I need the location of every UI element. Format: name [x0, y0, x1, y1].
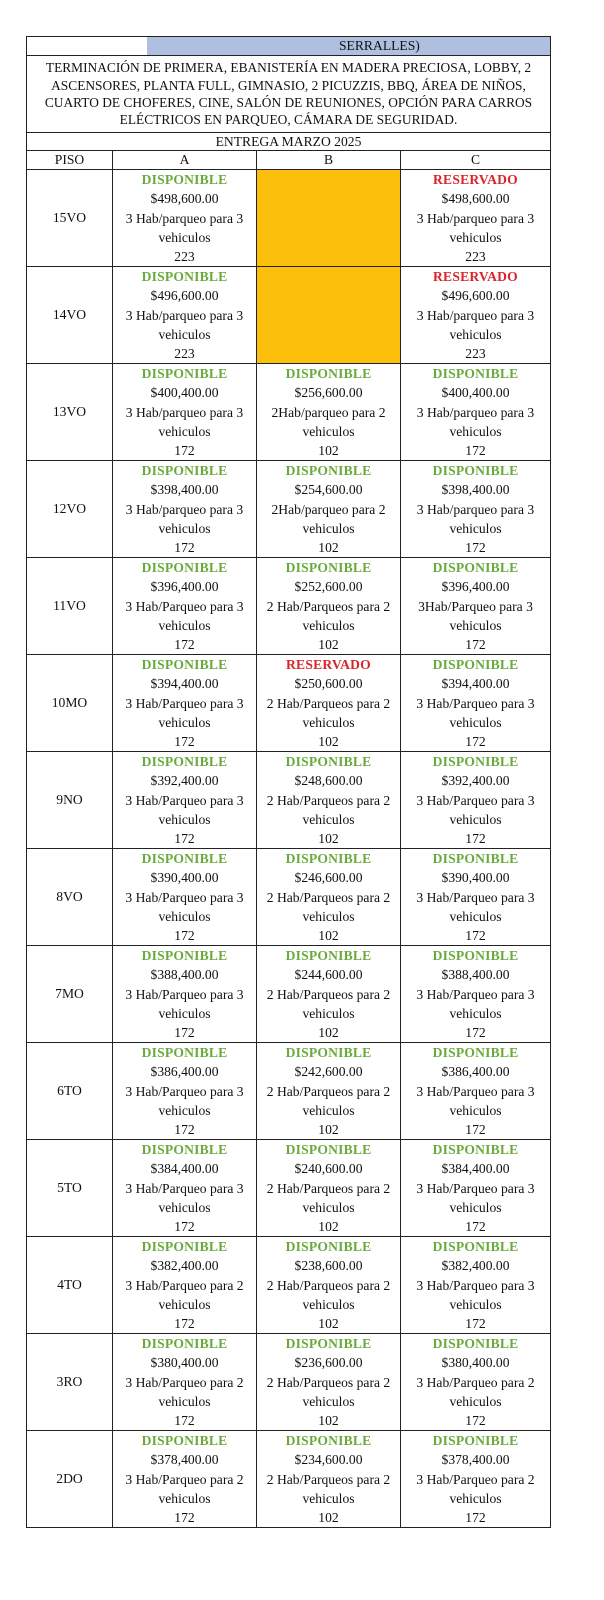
unit-price: $400,400.00 [150, 385, 219, 401]
unit-area: 172 [174, 1509, 195, 1525]
unit-status: DISPONIBLE [141, 1045, 228, 1061]
unit-features: 3 Hab/Parqueo para 3 vehiculos [125, 695, 244, 730]
unit-cell [401, 1334, 551, 1431]
unit-area: 102 [318, 1024, 339, 1040]
unit-status: DISPONIBLE [432, 754, 519, 770]
unit-area: 172 [465, 1121, 486, 1137]
unit-status: DISPONIBLE [285, 851, 372, 867]
unit-area: 172 [174, 1315, 195, 1331]
unit-price: $236,600.00 [294, 1355, 363, 1371]
unit-cell [257, 1043, 401, 1140]
unit-area: 172 [174, 830, 195, 846]
unit-features: 3 Hab/parqueo para 3 vehiculos [125, 210, 244, 245]
floor-label: 7MO [27, 946, 113, 1043]
unit-area: 172 [465, 1315, 486, 1331]
unit-price: $256,600.00 [294, 385, 363, 401]
unit-price: $250,600.00 [294, 676, 363, 692]
floor-label: 11VO [27, 558, 113, 655]
floor-label: 15VO [27, 170, 113, 267]
unit-cell [257, 558, 401, 655]
unit-cell [113, 1431, 257, 1528]
column-header-row [27, 151, 551, 170]
unit-status: DISPONIBLE [141, 657, 228, 673]
unit-price: $246,600.00 [294, 870, 363, 886]
unit-features: 3 Hab/parqueo para 3 vehiculos [416, 501, 535, 536]
unit-features: 3 Hab/parqueo para 3 vehiculos [416, 307, 535, 342]
description-row [27, 56, 551, 133]
unit-features: 2 Hab/Parqueos para 2 vehiculos [266, 1083, 391, 1118]
unit-status: DISPONIBLE [285, 948, 372, 964]
unit-features: 3 Hab/Parqueo para 3 vehiculos [416, 1277, 535, 1312]
floor-label: 6TO [27, 1043, 113, 1140]
unit-status: DISPONIBLE [285, 366, 372, 382]
unit-cell [401, 849, 551, 946]
unit-cell [113, 461, 257, 558]
floor-label: 12VO [27, 461, 113, 558]
unit-cell [257, 461, 401, 558]
unit-features: 3 Hab/Parqueo para 3 vehiculos [125, 986, 244, 1021]
floor-row [27, 1043, 551, 1140]
unit-area: 102 [318, 1315, 339, 1331]
unit-area: 102 [318, 636, 339, 652]
unit-status: DISPONIBLE [141, 463, 228, 479]
unit-cell [401, 1431, 551, 1528]
unit-status: DISPONIBLE [285, 560, 372, 576]
floor-row [27, 170, 551, 267]
unit-features: 3 Hab/Parqueo para 2 vehiculos [416, 1374, 535, 1409]
unit-features: 3 Hab/Parqueo para 3 vehiculos [416, 889, 535, 924]
unit-area: 102 [318, 1412, 339, 1428]
unit-area: 172 [174, 636, 195, 652]
unit-status: DISPONIBLE [285, 1142, 372, 1158]
unit-features: 3 Hab/Parqueo para 3 vehiculos [416, 986, 535, 1021]
unit-price: $498,600.00 [441, 191, 510, 207]
unit-cell-unavailable [257, 170, 401, 267]
unit-area: 102 [318, 1121, 339, 1137]
unit-area: 223 [174, 345, 195, 361]
unit-features: 3 Hab/Parqueo para 3 vehiculos [416, 1180, 535, 1215]
unit-price: $396,400.00 [441, 579, 510, 595]
unit-cell [113, 849, 257, 946]
floor-label: 10MO [27, 655, 113, 752]
unit-status: DISPONIBLE [285, 1045, 372, 1061]
floor-label: 2DO [27, 1431, 113, 1528]
unit-price: $388,400.00 [441, 967, 510, 983]
unit-cell [113, 1043, 257, 1140]
unit-status: DISPONIBLE [141, 1239, 228, 1255]
unit-features: 2 Hab/Parqueos para 2 vehiculos [266, 695, 391, 730]
unit-status: DISPONIBLE [432, 851, 519, 867]
unit-cell [257, 1140, 401, 1237]
unit-price: $380,400.00 [441, 1355, 510, 1371]
title-blank [27, 37, 147, 55]
unit-features: 3 Hab/parqueo para 3 vehiculos [416, 404, 535, 439]
unit-status: DISPONIBLE [285, 1336, 372, 1352]
unit-status: DISPONIBLE [432, 657, 519, 673]
floor-row [27, 1140, 551, 1237]
unit-features: 3 Hab/Parqueo para 2 vehiculos [416, 1471, 535, 1506]
unit-status: DISPONIBLE [141, 1336, 228, 1352]
unit-area: 172 [174, 927, 195, 943]
unit-area: 223 [465, 345, 486, 361]
unit-area: 172 [174, 733, 195, 749]
unit-status: DISPONIBLE [432, 1142, 519, 1158]
unit-features: 3 Hab/parqueo para 3 vehiculos [416, 210, 535, 245]
floor-row [27, 849, 551, 946]
floor-label: 4TO [27, 1237, 113, 1334]
unit-features: 2 Hab/Parqueos para 2 vehiculos [266, 889, 391, 924]
unit-price: $386,400.00 [150, 1064, 219, 1080]
availability-table [26, 36, 551, 1528]
unit-price: $378,400.00 [441, 1452, 510, 1468]
unit-price: $400,400.00 [441, 385, 510, 401]
unit-cell [257, 849, 401, 946]
unit-features: 3 Hab/Parqueo para 3 vehiculos [125, 889, 244, 924]
unit-area: 172 [174, 539, 195, 555]
unit-price: $390,400.00 [150, 870, 219, 886]
unit-price: $238,600.00 [294, 1258, 363, 1274]
unit-status: DISPONIBLE [285, 1239, 372, 1255]
unit-features: 2 Hab/Parqueos para 2 vehiculos [266, 1180, 391, 1215]
unit-status: DISPONIBLE [141, 754, 228, 770]
unit-area: 172 [465, 636, 486, 652]
unit-area: 172 [465, 1218, 486, 1234]
unit-cell-unavailable [257, 267, 401, 364]
unit-status: RESERVADO [286, 657, 371, 673]
floor-label: 9NO [27, 752, 113, 849]
unit-status: DISPONIBLE [141, 560, 228, 576]
unit-status: DISPONIBLE [432, 1336, 519, 1352]
unit-features: 2Hab/parqueo para 2 vehiculos [271, 404, 386, 439]
unit-cell [401, 655, 551, 752]
unit-price: $390,400.00 [441, 870, 510, 886]
unit-cell [257, 946, 401, 1043]
column-header-b: B [257, 151, 401, 170]
unit-features: 3 Hab/Parqueo para 3 vehiculos [125, 792, 244, 827]
unit-status: DISPONIBLE [141, 269, 228, 285]
unit-cell [257, 364, 401, 461]
unit-features: 3 Hab/parqueo para 3 vehiculos [125, 307, 244, 342]
floor-row [27, 752, 551, 849]
unit-area: 102 [318, 539, 339, 555]
title-row [27, 37, 551, 56]
floor-row [27, 1431, 551, 1528]
unit-area: 172 [465, 830, 486, 846]
unit-area: 102 [318, 927, 339, 943]
unit-price: $496,600.00 [441, 288, 510, 304]
unit-cell [401, 267, 551, 364]
column-header-c: C [401, 151, 551, 170]
unit-price: $394,400.00 [150, 676, 219, 692]
unit-cell [401, 364, 551, 461]
unit-status: DISPONIBLE [432, 366, 519, 382]
unit-price: $394,400.00 [441, 676, 510, 692]
unit-cell [401, 1237, 551, 1334]
unit-price: $384,400.00 [441, 1161, 510, 1177]
unit-features: 3 Hab/Parqueo para 3 vehiculos [416, 1083, 535, 1118]
unit-price: $392,400.00 [150, 773, 219, 789]
unit-price: $386,400.00 [441, 1064, 510, 1080]
unit-cell [113, 752, 257, 849]
unit-features: 3 Hab/Parqueo para 3 vehiculos [125, 598, 244, 633]
unit-price: $240,600.00 [294, 1161, 363, 1177]
unit-area: 172 [465, 1024, 486, 1040]
unit-features: 3 Hab/Parqueo para 3 vehiculos [416, 792, 535, 827]
unit-status: DISPONIBLE [141, 948, 228, 964]
unit-cell [113, 655, 257, 752]
project-title: SERRALLES) [147, 37, 550, 55]
delivery-row [27, 133, 551, 151]
unit-price: $242,600.00 [294, 1064, 363, 1080]
floor-row [27, 461, 551, 558]
unit-area: 172 [174, 1412, 195, 1428]
unit-status: DISPONIBLE [141, 1142, 228, 1158]
unit-cell [113, 946, 257, 1043]
unit-area: 172 [174, 1121, 195, 1137]
unit-area: 102 [318, 830, 339, 846]
unit-price: $388,400.00 [150, 967, 219, 983]
unit-cell [113, 1140, 257, 1237]
unit-features: 3Hab/Parqueo para 3 vehiculos [418, 598, 533, 633]
unit-area: 172 [174, 1024, 195, 1040]
unit-area: 223 [174, 248, 195, 264]
unit-area: 172 [465, 442, 486, 458]
column-header-piso: PISO [27, 151, 113, 170]
column-header-a: A [113, 151, 257, 170]
unit-price: $234,600.00 [294, 1452, 363, 1468]
unit-features: 3 Hab/parqueo para 3 vehiculos [125, 501, 244, 536]
unit-price: $248,600.00 [294, 773, 363, 789]
floor-label: 3RO [27, 1334, 113, 1431]
unit-cell [113, 1334, 257, 1431]
unit-features: 2 Hab/Parqueos para 2 vehiculos [266, 1277, 391, 1312]
floor-row [27, 1334, 551, 1431]
floor-row [27, 364, 551, 461]
unit-status: DISPONIBLE [432, 1239, 519, 1255]
unit-cell [113, 1237, 257, 1334]
unit-area: 172 [174, 1218, 195, 1234]
unit-status: DISPONIBLE [432, 560, 519, 576]
unit-status: DISPONIBLE [285, 1433, 372, 1449]
unit-cell [113, 267, 257, 364]
floor-label: 13VO [27, 364, 113, 461]
unit-status: DISPONIBLE [141, 172, 228, 188]
unit-price: $392,400.00 [441, 773, 510, 789]
unit-cell [113, 364, 257, 461]
unit-features: 2Hab/parqueo para 2 vehiculos [271, 501, 386, 536]
unit-status: DISPONIBLE [432, 1433, 519, 1449]
unit-features: 2 Hab/Parqueos para 2 vehiculos [266, 1374, 391, 1409]
unit-features: 2 Hab/Parqueos para 2 vehiculos [266, 792, 391, 827]
floor-row [27, 267, 551, 364]
unit-status: DISPONIBLE [285, 754, 372, 770]
floor-row [27, 558, 551, 655]
unit-area: 102 [318, 1509, 339, 1525]
unit-features: 3 Hab/Parqueo para 2 vehiculos [125, 1374, 244, 1409]
unit-price: $382,400.00 [150, 1258, 219, 1274]
unit-price: $398,400.00 [441, 482, 510, 498]
unit-status: DISPONIBLE [432, 948, 519, 964]
amenities-description: TERMINACIÓN DE PRIMERA, EBANISTERÍA EN MADERA PRECIOSA, LOBBY, 2 ASCENSORES, PLANTA FULL, GIMNASIO, 2 PICUZZIS, BBQ, ÁREA DE NIÑOS, CUARTO DE CHOFERES, CINE, SALÓN DE REUNIONES, OPCIÓN PARA CARROS ELÉCTRICOS EN PARQUEO, CÁMARA DE SEGURIDAD. [27, 56, 551, 133]
floor-row [27, 655, 551, 752]
unit-cell [113, 170, 257, 267]
unit-features: 2 Hab/Parqueos para 2 vehiculos [266, 598, 391, 633]
unit-cell [257, 1431, 401, 1528]
unit-area: 102 [318, 733, 339, 749]
floor-row [27, 946, 551, 1043]
unit-cell [113, 558, 257, 655]
unit-area: 102 [318, 1218, 339, 1234]
unit-cell [401, 946, 551, 1043]
unit-status: DISPONIBLE [141, 851, 228, 867]
unit-area: 172 [465, 733, 486, 749]
unit-cell [401, 461, 551, 558]
unit-features: 2 Hab/Parqueos para 2 vehiculos [266, 1471, 391, 1506]
unit-features: 3 Hab/Parqueo para 2 vehiculos [125, 1277, 244, 1312]
unit-price: $384,400.00 [150, 1161, 219, 1177]
unit-status: RESERVADO [433, 172, 518, 188]
unit-status: DISPONIBLE [285, 463, 372, 479]
unit-price: $496,600.00 [150, 288, 219, 304]
floor-label: 5TO [27, 1140, 113, 1237]
unit-status: DISPONIBLE [432, 463, 519, 479]
unit-cell [401, 1043, 551, 1140]
title-cell [27, 37, 551, 56]
unit-area: 172 [465, 539, 486, 555]
unit-area: 102 [318, 442, 339, 458]
unit-price: $378,400.00 [150, 1452, 219, 1468]
unit-price: $254,600.00 [294, 482, 363, 498]
unit-area: 172 [465, 927, 486, 943]
unit-status: DISPONIBLE [141, 366, 228, 382]
unit-area: 172 [174, 442, 195, 458]
unit-cell [401, 170, 551, 267]
unit-area: 172 [465, 1509, 486, 1525]
unit-cell [401, 1140, 551, 1237]
unit-price: $382,400.00 [441, 1258, 510, 1274]
unit-area: 172 [465, 1412, 486, 1428]
unit-features: 2 Hab/Parqueos para 2 vehiculos [266, 986, 391, 1021]
unit-price: $398,400.00 [150, 482, 219, 498]
unit-cell [257, 655, 401, 752]
unit-status: DISPONIBLE [432, 1045, 519, 1061]
unit-price: $498,600.00 [150, 191, 219, 207]
delivery-date: ENTREGA MARZO 2025 [27, 133, 551, 151]
unit-price: $396,400.00 [150, 579, 219, 595]
unit-area: 223 [465, 248, 486, 264]
unit-cell [257, 1334, 401, 1431]
unit-features: 3 Hab/Parqueo para 3 vehiculos [125, 1180, 244, 1215]
unit-cell [401, 558, 551, 655]
floor-row [27, 1237, 551, 1334]
unit-status: RESERVADO [433, 269, 518, 285]
unit-price: $380,400.00 [150, 1355, 219, 1371]
unit-price: $244,600.00 [294, 967, 363, 983]
unit-features: 3 Hab/parqueo para 3 vehiculos [125, 404, 244, 439]
unit-cell [257, 1237, 401, 1334]
unit-features: 3 Hab/Parqueo para 3 vehiculos [416, 695, 535, 730]
floor-label: 8VO [27, 849, 113, 946]
unit-price: $252,600.00 [294, 579, 363, 595]
unit-cell [401, 752, 551, 849]
unit-cell [257, 752, 401, 849]
unit-status: DISPONIBLE [141, 1433, 228, 1449]
floor-label: 14VO [27, 267, 113, 364]
unit-features: 3 Hab/Parqueo para 3 vehiculos [125, 1083, 244, 1118]
unit-features: 3 Hab/Parqueo para 2 vehiculos [125, 1471, 244, 1506]
